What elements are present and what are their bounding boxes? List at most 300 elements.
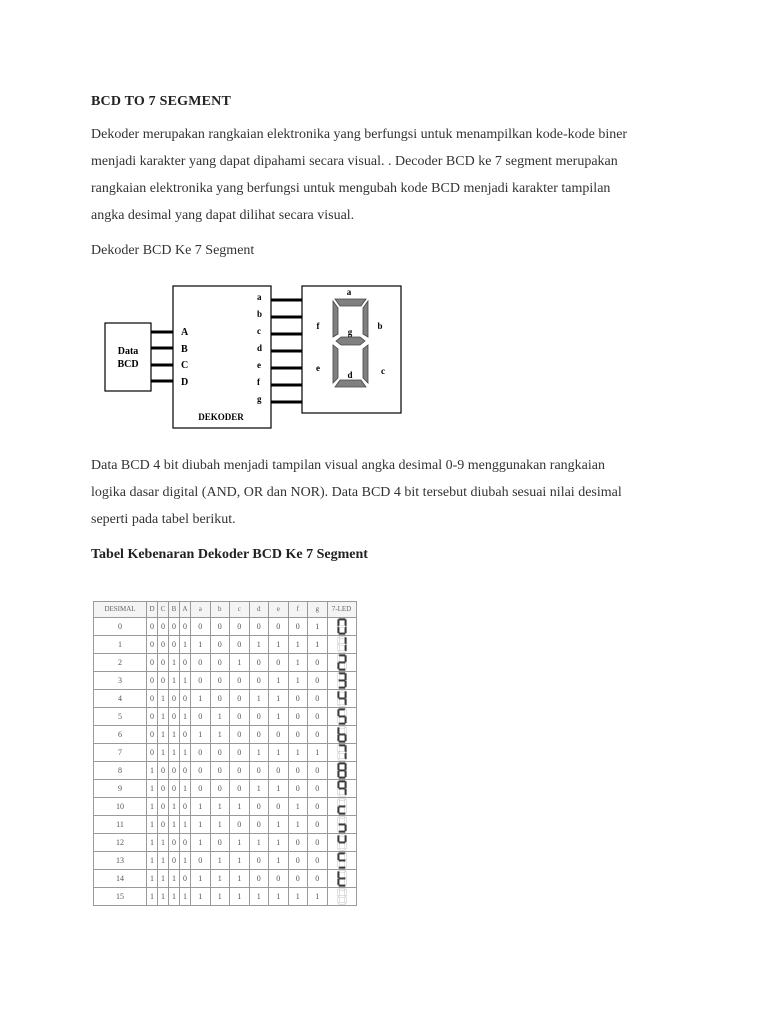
table-cell: 0 — [230, 743, 250, 761]
segment-label-e: e — [316, 363, 320, 373]
table-cell: 0 — [158, 635, 169, 653]
table-header-cell: f — [288, 602, 308, 618]
table-cell: 1 — [158, 833, 169, 851]
input-label-b: B — [181, 344, 188, 355]
seven-segment-glyph — [337, 762, 347, 779]
table-cell: 1 — [249, 743, 269, 761]
table-cell: 0 — [147, 653, 158, 671]
table-cell: 1 — [94, 635, 147, 653]
table-cell: 1 — [288, 815, 308, 833]
table-cell: 0 — [191, 851, 211, 869]
table-cell: 0 — [249, 851, 269, 869]
glyph-segment-e — [337, 824, 339, 830]
glyph-segment-c — [344, 842, 346, 848]
glyph-segment-e — [337, 626, 339, 632]
table-cell: 1 — [180, 887, 191, 905]
table-cell: 0 — [308, 869, 328, 887]
table-cell: 0 — [308, 797, 328, 815]
segment-f — [333, 301, 338, 337]
table-cell: 1 — [269, 815, 289, 833]
seven-segment-glyph — [337, 672, 347, 689]
decoder-box — [173, 286, 271, 428]
table-cell: 15 — [94, 887, 147, 905]
table-cell: 1 — [269, 779, 289, 797]
glyph-segment-f — [337, 853, 339, 859]
glyph-segment-f — [337, 709, 339, 715]
table-header-cell: d — [249, 602, 269, 618]
glyph-segment-d — [338, 848, 344, 850]
glyph-segment-e — [337, 770, 339, 776]
explanation-line: seperti pada tabel berikut. — [91, 512, 236, 527]
seven-segment-glyph — [337, 654, 347, 671]
table-cell: 0 — [249, 707, 269, 725]
input-label-c: C — [181, 360, 189, 371]
table-header-cell: B — [169, 602, 180, 618]
table-cell: 1 — [147, 887, 158, 905]
glyph-segment-a — [338, 834, 344, 836]
input-wires — [151, 332, 173, 381]
table-cell: 0 — [249, 617, 269, 635]
table-cell: 0 — [269, 725, 289, 743]
glyph-segment-d — [338, 866, 344, 868]
glyph-segment-a — [338, 870, 344, 872]
led-glyph-cell — [327, 725, 356, 743]
input-label-a: A — [181, 327, 189, 338]
table-cell: 0 — [210, 617, 230, 635]
glyph-segment-a — [338, 780, 344, 782]
glyph-segment-f — [337, 835, 339, 841]
table-cell: 0 — [147, 725, 158, 743]
table-cell: 2 — [94, 653, 147, 671]
table-cell: 0 — [147, 743, 158, 761]
table-cell: 1 — [147, 851, 158, 869]
table-cell: 0 — [308, 833, 328, 851]
segment-e — [333, 345, 338, 383]
glyph-segment-f — [337, 799, 339, 805]
table-cell: 0 — [308, 815, 328, 833]
glyph-segment-b — [344, 889, 346, 895]
table-cell: 0 — [210, 671, 230, 689]
table-header-cell: g — [308, 602, 328, 618]
glyph-segment-g — [338, 787, 344, 789]
glyph-segment-g — [338, 661, 344, 663]
table-cell: 1 — [269, 671, 289, 689]
glyph-segment-a — [338, 636, 344, 638]
table-cell: 0 — [269, 869, 289, 887]
intro-line: angka desimal yang dapat dilihat secara visual. — [91, 208, 355, 223]
table-cell: 0 — [180, 797, 191, 815]
table-cell: 0 — [158, 815, 169, 833]
table-cell: 0 — [158, 653, 169, 671]
table-cell: 0 — [249, 797, 269, 815]
table-cell: 0 — [210, 743, 230, 761]
table-cell: 0 — [147, 689, 158, 707]
seven-segment-glyph — [337, 618, 347, 635]
glyph-segment-b — [344, 691, 346, 697]
glyph-segment-f — [337, 637, 339, 643]
table-cell: 0 — [210, 689, 230, 707]
glyph-segment-d — [338, 758, 344, 760]
table-cell: 9 — [94, 779, 147, 797]
table-cell: 8 — [94, 761, 147, 779]
glyph-segment-f — [337, 781, 339, 787]
seven-segment-glyph — [337, 726, 347, 743]
glyph-segment-c — [344, 770, 346, 776]
input-label-d: D — [181, 377, 189, 388]
table-cell: 1 — [158, 707, 169, 725]
table-cell: 0 — [230, 707, 250, 725]
glyph-segment-f — [337, 763, 339, 769]
table-cell: 1 — [210, 887, 230, 905]
table-cell: 1 — [191, 815, 211, 833]
glyph-segment-f — [337, 655, 339, 661]
table-cell: 1 — [180, 851, 191, 869]
led-glyph-cell — [327, 887, 356, 905]
table-cell: 0 — [249, 761, 269, 779]
output-label-b: b — [257, 309, 263, 319]
glyph-segment-c — [344, 752, 346, 758]
table-cell: 0 — [269, 797, 289, 815]
glyph-segment-e — [337, 860, 339, 866]
data-bcd-label: Data — [117, 346, 139, 357]
table-title: Tabel Kebenaran Dekoder BCD Ke 7 Segment — [91, 547, 368, 562]
truth-table — [93, 601, 357, 906]
table-cell: 0 — [147, 707, 158, 725]
seven-segment-glyph — [337, 780, 347, 797]
table-cell: 1 — [210, 851, 230, 869]
table-cell: 1 — [249, 689, 269, 707]
table-cell: 1 — [230, 869, 250, 887]
table-cell: 7 — [94, 743, 147, 761]
table-cell: 1 — [147, 869, 158, 887]
table-cell: 4 — [94, 689, 147, 707]
table-cell: 0 — [210, 779, 230, 797]
led-glyph-cell — [327, 851, 356, 869]
glyph-segment-f — [337, 817, 339, 823]
glyph-segment-a — [338, 888, 344, 890]
table-cell: 0 — [308, 689, 328, 707]
glyph-segment-a — [338, 672, 344, 674]
table-cell: 0 — [288, 761, 308, 779]
segment-label-g: g — [347, 327, 353, 337]
glyph-segment-c — [344, 806, 346, 812]
table-cell: 1 — [158, 743, 169, 761]
table-cell: 1 — [191, 887, 211, 905]
table-cell: 0 — [191, 653, 211, 671]
led-glyph-cell — [327, 815, 356, 833]
table-cell: 0 — [269, 617, 289, 635]
glyph-segment-g — [338, 751, 344, 753]
table-cell: 0 — [288, 689, 308, 707]
output-label-d: d — [257, 343, 263, 353]
glyph-segment-a — [338, 762, 344, 764]
table-cell: 0 — [308, 725, 328, 743]
glyph-segment-d — [338, 740, 344, 742]
intro-line: menjadi karakter yang dapat dipahami secara visual. . Decoder BCD ke 7 segment merupakan — [91, 154, 618, 169]
table-cell: 1 — [158, 689, 169, 707]
table-header-cell: c — [230, 602, 250, 618]
table-cell: 0 — [288, 707, 308, 725]
data-bcd-box — [105, 323, 151, 391]
table-cell: 1 — [230, 833, 250, 851]
table-cell: 1 — [191, 725, 211, 743]
table-cell: 1 — [169, 797, 180, 815]
seven-segment-glyph — [337, 708, 347, 725]
intro-line: rangkaian elektronika yang berfungsi untuk mengubah kode BCD menjadi karakter tampilan — [91, 181, 611, 196]
table-cell: 0 — [158, 617, 169, 635]
glyph-segment-a — [338, 744, 344, 746]
led-glyph-cell — [327, 653, 356, 671]
table-cell: 1 — [249, 635, 269, 653]
led-glyph-cell — [327, 689, 356, 707]
table-cell: 0 — [158, 797, 169, 815]
table-cell: 12 — [94, 833, 147, 851]
glyph-segment-d — [338, 722, 344, 724]
table-cell: 0 — [308, 779, 328, 797]
table-cell: 5 — [94, 707, 147, 725]
glyph-segment-g — [338, 625, 344, 627]
segment-label-d: d — [347, 370, 353, 380]
table-cell: 1 — [210, 815, 230, 833]
glyph-segment-f — [337, 745, 339, 751]
glyph-segment-g — [338, 859, 344, 861]
glyph-segment-a — [338, 690, 344, 692]
table-cell: 0 — [147, 617, 158, 635]
glyph-segment-c — [344, 824, 346, 830]
table-cell: 1 — [210, 707, 230, 725]
table-body — [94, 617, 357, 905]
table-cell: 0 — [180, 689, 191, 707]
glyph-segment-c — [344, 788, 346, 794]
table-cell: 1 — [230, 653, 250, 671]
glyph-segment-g — [338, 805, 344, 807]
table-row — [94, 725, 357, 743]
glyph-segment-d — [338, 632, 344, 634]
led-glyph-cell — [327, 635, 356, 653]
table-cell: 0 — [308, 671, 328, 689]
table-cell: 0 — [288, 869, 308, 887]
table-cell: 10 — [94, 797, 147, 815]
table-cell: 1 — [249, 887, 269, 905]
segment-label-f: f — [316, 321, 320, 331]
segment-a — [335, 299, 366, 306]
data-bcd-label: BCD — [117, 359, 139, 370]
seven-segment-glyph — [337, 744, 347, 761]
glyph-segment-d — [338, 812, 344, 814]
glyph-segment-g — [338, 697, 344, 699]
segment-b — [363, 301, 368, 337]
table-row — [94, 707, 357, 725]
glyph-segment-e — [337, 842, 339, 848]
glyph-segment-e — [337, 896, 339, 902]
intro-paragraph — [91, 121, 691, 229]
led-glyph-cell — [327, 743, 356, 761]
table-cell: 1 — [169, 671, 180, 689]
explanation-line: logika dasar digital (AND, OR dan NOR). Data BCD 4 bit tersebut diubah sesuai nilai desimal — [91, 485, 622, 500]
glyph-segment-b — [344, 745, 346, 751]
led-glyph-cell — [327, 869, 356, 887]
table-cell: 0 — [210, 635, 230, 653]
seven-segment-glyph — [337, 798, 347, 815]
led-glyph-cell — [327, 761, 356, 779]
intro-line: Dekoder merupakan rangkaian elektronika yang berfungsi untuk menampilkan kode-kode biner — [91, 127, 628, 142]
table-cell: 1 — [269, 887, 289, 905]
table-cell: 1 — [210, 725, 230, 743]
glyph-segment-c — [344, 644, 346, 650]
glyph-segment-a — [338, 708, 344, 710]
glyph-segment-d — [338, 650, 344, 652]
table-cell: 0 — [191, 707, 211, 725]
table-cell: 1 — [269, 833, 289, 851]
table-cell: 0 — [230, 761, 250, 779]
glyph-segment-b — [344, 871, 346, 877]
glyph-segment-g — [338, 841, 344, 843]
table-cell: 6 — [94, 725, 147, 743]
table-cell: 1 — [169, 869, 180, 887]
table-cell: 0 — [191, 617, 211, 635]
table-cell: 1 — [230, 887, 250, 905]
glyph-segment-c — [344, 626, 346, 632]
table-row — [94, 887, 357, 905]
table-cell: 14 — [94, 869, 147, 887]
glyph-segment-g — [338, 643, 344, 645]
glyph-segment-a — [338, 654, 344, 656]
table-row — [94, 779, 357, 797]
table-cell: 1 — [180, 707, 191, 725]
glyph-segment-a — [338, 852, 344, 854]
glyph-segment-f — [337, 673, 339, 679]
table-cell: 1 — [180, 779, 191, 797]
segment-label-c: c — [381, 366, 385, 376]
table-cell: 1 — [147, 761, 158, 779]
table-cell: 0 — [147, 635, 158, 653]
table-cell: 0 — [94, 617, 147, 635]
output-label-a: a — [257, 292, 262, 302]
table-cell: 1 — [191, 689, 211, 707]
table-cell: 0 — [269, 761, 289, 779]
table-cell: 0 — [308, 653, 328, 671]
output-label-g: g — [257, 394, 262, 404]
output-wires — [271, 300, 302, 402]
glyph-segment-e — [337, 752, 339, 758]
table-cell: 0 — [158, 779, 169, 797]
table-cell: 0 — [191, 743, 211, 761]
seven-segment-glyph — [337, 888, 347, 905]
decoder-label: DEKODER — [198, 412, 244, 422]
table-cell: 1 — [169, 815, 180, 833]
seven-segment-glyph — [337, 852, 347, 869]
table-cell: 1 — [308, 635, 328, 653]
table-cell: 0 — [191, 779, 211, 797]
seven-segment-glyph — [337, 816, 347, 833]
glyph-segment-e — [337, 680, 339, 686]
table-cell: 0 — [288, 779, 308, 797]
table-header-cell: C — [158, 602, 169, 618]
glyph-segment-e — [337, 698, 339, 704]
table-cell: 11 — [94, 815, 147, 833]
table-cell: 1 — [180, 635, 191, 653]
glyph-segment-a — [338, 798, 344, 800]
glyph-segment-d — [338, 794, 344, 796]
table-row — [94, 689, 357, 707]
glyph-segment-g — [338, 895, 344, 897]
glyph-segment-f — [337, 619, 339, 625]
table-row — [94, 833, 357, 851]
table-row — [94, 653, 357, 671]
table-header-row — [94, 602, 357, 618]
led-glyph-cell — [327, 833, 356, 851]
table-cell: 0 — [169, 851, 180, 869]
table-cell: 0 — [180, 725, 191, 743]
glyph-segment-b — [344, 637, 346, 643]
table-cell: 0 — [169, 617, 180, 635]
table-cell: 0 — [230, 779, 250, 797]
seven-segment-glyph — [337, 690, 347, 707]
table-row — [94, 671, 357, 689]
table-cell: 0 — [230, 617, 250, 635]
table-cell: 0 — [180, 833, 191, 851]
table-cell: 0 — [210, 653, 230, 671]
led-glyph-cell — [327, 617, 356, 635]
segment-label-b: b — [377, 321, 383, 331]
table-cell: 1 — [180, 743, 191, 761]
table-cell: 1 — [158, 869, 169, 887]
table-cell: 1 — [180, 671, 191, 689]
table-cell: 0 — [269, 653, 289, 671]
table-cell: 0 — [169, 761, 180, 779]
table-cell: 0 — [230, 815, 250, 833]
table-cell: 0 — [169, 833, 180, 851]
table-cell: 0 — [288, 851, 308, 869]
glyph-segment-b — [344, 781, 346, 787]
table-row — [94, 635, 357, 653]
table-cell: 1 — [308, 743, 328, 761]
glyph-segment-d — [338, 704, 344, 706]
table-header-cell: A — [180, 602, 191, 618]
glyph-segment-e — [337, 806, 339, 812]
table-cell: 1 — [288, 635, 308, 653]
glyph-segment-b — [344, 835, 346, 841]
led-glyph-cell — [327, 797, 356, 815]
table-cell: 0 — [210, 833, 230, 851]
table-header-cell: e — [269, 602, 289, 618]
table-cell: 1 — [210, 797, 230, 815]
table-cell: 0 — [249, 671, 269, 689]
explanation-line: Data BCD 4 bit diubah menjadi tampilan visual angka desimal 0-9 menggunakan rangkaian — [91, 458, 605, 473]
glyph-segment-c — [344, 716, 346, 722]
table-cell: 0 — [249, 815, 269, 833]
table-row — [94, 851, 357, 869]
table-cell: 0 — [249, 653, 269, 671]
table-cell: 1 — [147, 833, 158, 851]
table-row — [94, 869, 357, 887]
table-cell: 1 — [269, 743, 289, 761]
glyph-segment-b — [344, 727, 346, 733]
glyph-segment-b — [344, 673, 346, 679]
glyph-segment-d — [338, 884, 344, 886]
glyph-segment-e — [337, 788, 339, 794]
glyph-segment-d — [338, 686, 344, 688]
glyph-segment-c — [344, 698, 346, 704]
glyph-segment-g — [338, 715, 344, 717]
table-cell: 1 — [308, 887, 328, 905]
table-cell: 1 — [288, 797, 308, 815]
table-cell: 1 — [249, 833, 269, 851]
table-cell: 1 — [169, 653, 180, 671]
table-cell: 0 — [180, 761, 191, 779]
glyph-segment-d — [338, 902, 344, 904]
table-header-cell: 7-LED — [327, 602, 356, 618]
